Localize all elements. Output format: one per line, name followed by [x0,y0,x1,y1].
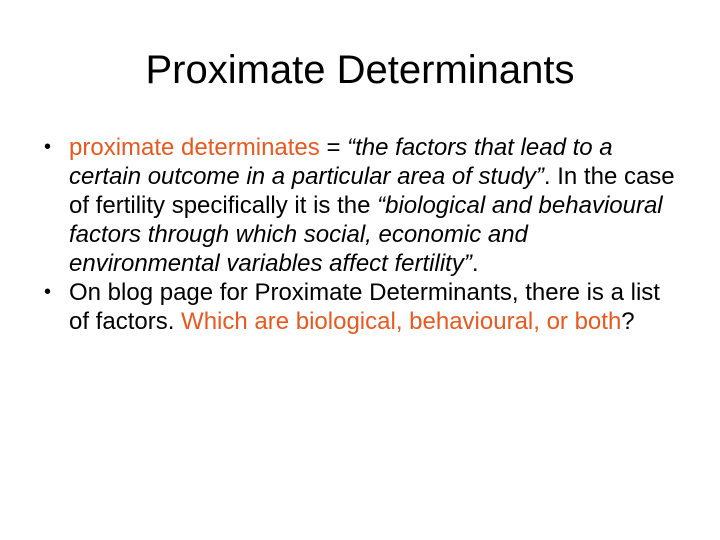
question-mark: ? [621,308,635,335]
equals-sign: = [319,134,348,161]
bullet-dot-icon: • [44,281,52,303]
definition-quote: “the factors that lead to a certain outcome in a particular area of study” [69,134,613,190]
bullet-dot-icon: • [44,136,52,158]
definition-end-punct: . [471,250,479,277]
bullet-item-definition [42,133,682,278]
bullet-item-question [42,278,682,336]
fertility-quote: “biological and behavioural factors through which social, economic and environmental variables affect fertility” [69,192,663,277]
fertility-intro-text: . In the case of fertility specifically it is the [69,163,675,219]
blog-list-text: On blog page for Proximate Determinants, there is a list of factors. [69,279,660,335]
slide-title: Proximate Determinants [145,48,575,92]
bullet-list [42,133,682,336]
question-text: Which are biological, behavioural, or both [181,308,622,335]
defined-term: proximate determinates [69,134,320,161]
